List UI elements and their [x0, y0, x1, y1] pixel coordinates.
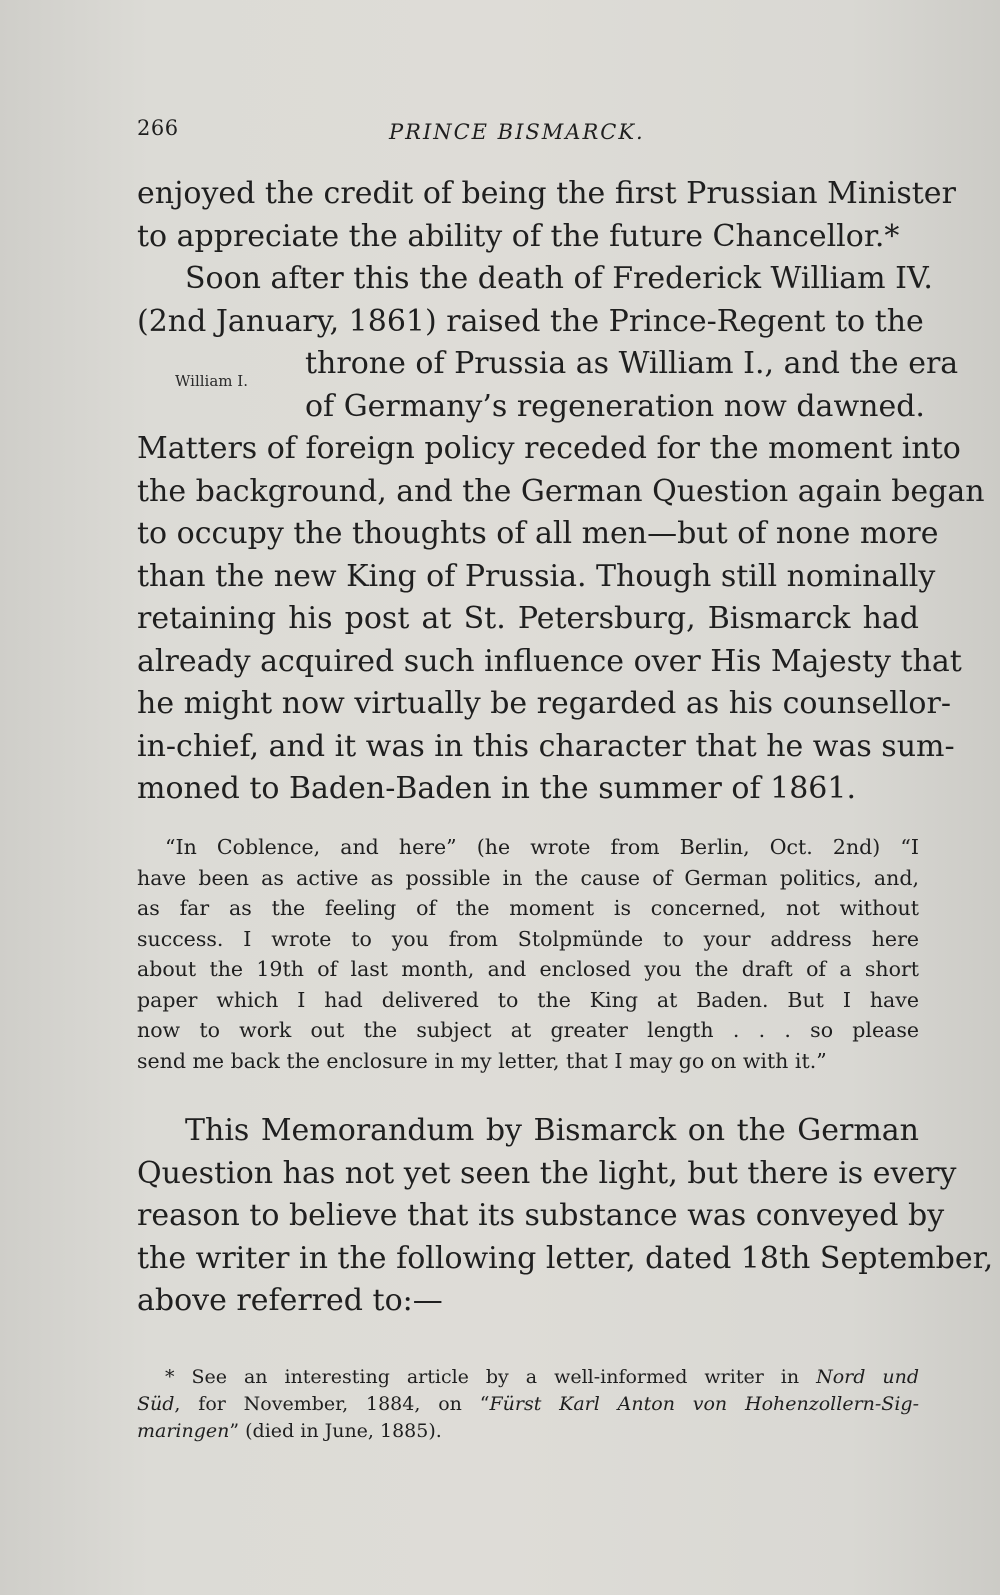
text-line: the background, and the German Question again began — [137, 473, 985, 509]
footnote-italic: Nord und — [816, 1366, 919, 1388]
footnote-italic: maringen — [137, 1420, 230, 1442]
page-header — [137, 116, 917, 146]
text-line: Question has not yet seen the light, but there is every — [137, 1155, 957, 1191]
footnote-text: * See an interesting article by a well-informed writer in — [165, 1366, 817, 1388]
paragraph-william-i — [137, 258, 985, 811]
text-line: (2nd January, 1861) raised the Prince-Regent to the — [137, 303, 924, 339]
quote-line: success. I wrote to you from Stolpmünde to your address here — [137, 926, 919, 951]
paragraph-memorandum — [137, 1110, 994, 1323]
running-title: PRINCE BISMARCK. — [389, 120, 645, 144]
text-line: to occupy the thoughts of all men—but of none more — [137, 516, 939, 551]
footnote-italic: Süd — [137, 1393, 175, 1415]
quote-line: as far as the feeling of the moment is concerned, not without — [137, 896, 919, 920]
text-line: Matters of foreign policy receded for the moment into — [137, 431, 961, 466]
page-number: 266 — [137, 116, 179, 140]
footnote — [137, 1364, 919, 1445]
quote-line: now to work out the subject at greater length . . . so please — [137, 1018, 919, 1042]
block-quote — [137, 832, 919, 1076]
footnote-text: ” (died in June, 1885). — [229, 1420, 442, 1442]
text-line: moned to Baden-Baden in the summer of 1861. — [137, 771, 857, 806]
text-line: retaining his post at St. Petersburg, Bismarck had — [137, 601, 919, 636]
quote-line: have been as active as possible in the cause of German politics, and, — [137, 865, 919, 890]
quote-line: paper which I had delivered to the King at Baden. But I have — [137, 987, 919, 1012]
text-line: enjoyed the credit of being the first Prussian Minister — [137, 176, 956, 211]
footnote-text: , for November, 1884, on “ — [174, 1393, 490, 1415]
footnote-line — [137, 1391, 919, 1418]
paragraph-continuation — [137, 173, 956, 258]
text-line: the writer in the following letter, dated 18th September, — [137, 1240, 994, 1276]
quote-line: about the 19th of last month, and enclosed you the draft of a short — [137, 957, 919, 981]
text-line: already acquired such influence over His Majesty that — [137, 643, 962, 679]
text-line: in-chief, and it was in this character that he was sum- — [137, 728, 955, 764]
margin-note: William I. — [175, 372, 248, 390]
text-line: than the new King of Prussia. Though still nominally — [137, 558, 936, 594]
text-line: to appreciate the ability of the future Chancellor.* — [137, 218, 900, 254]
text-line: he might now virtually be regarded as his counsellor- — [137, 686, 951, 721]
text-line: throne of Prussia as William I., and the era — [305, 346, 959, 381]
quote-line: “In Coblence, and here” (he wrote from Berlin, Oct. 2nd) “I — [165, 835, 919, 859]
text-line: above referred to:— — [137, 1283, 443, 1318]
text-line: This Memorandum by Bismarck on the German — [185, 1113, 919, 1148]
footnote-line — [137, 1418, 919, 1445]
text-line: of Germany’s regeneration now dawned. — [305, 388, 925, 424]
text-line: reason to believe that its substance was conveyed by — [137, 1198, 945, 1233]
footnote-line — [137, 1364, 919, 1391]
quote-line: send me back the enclosure in my letter, that I may go on with it.” — [137, 1048, 827, 1073]
text-line: Soon after this the death of Frederick William IV. — [185, 261, 933, 296]
footnote-italic: Fürst Karl Anton von Hohenzollern-Sig- — [489, 1393, 919, 1415]
